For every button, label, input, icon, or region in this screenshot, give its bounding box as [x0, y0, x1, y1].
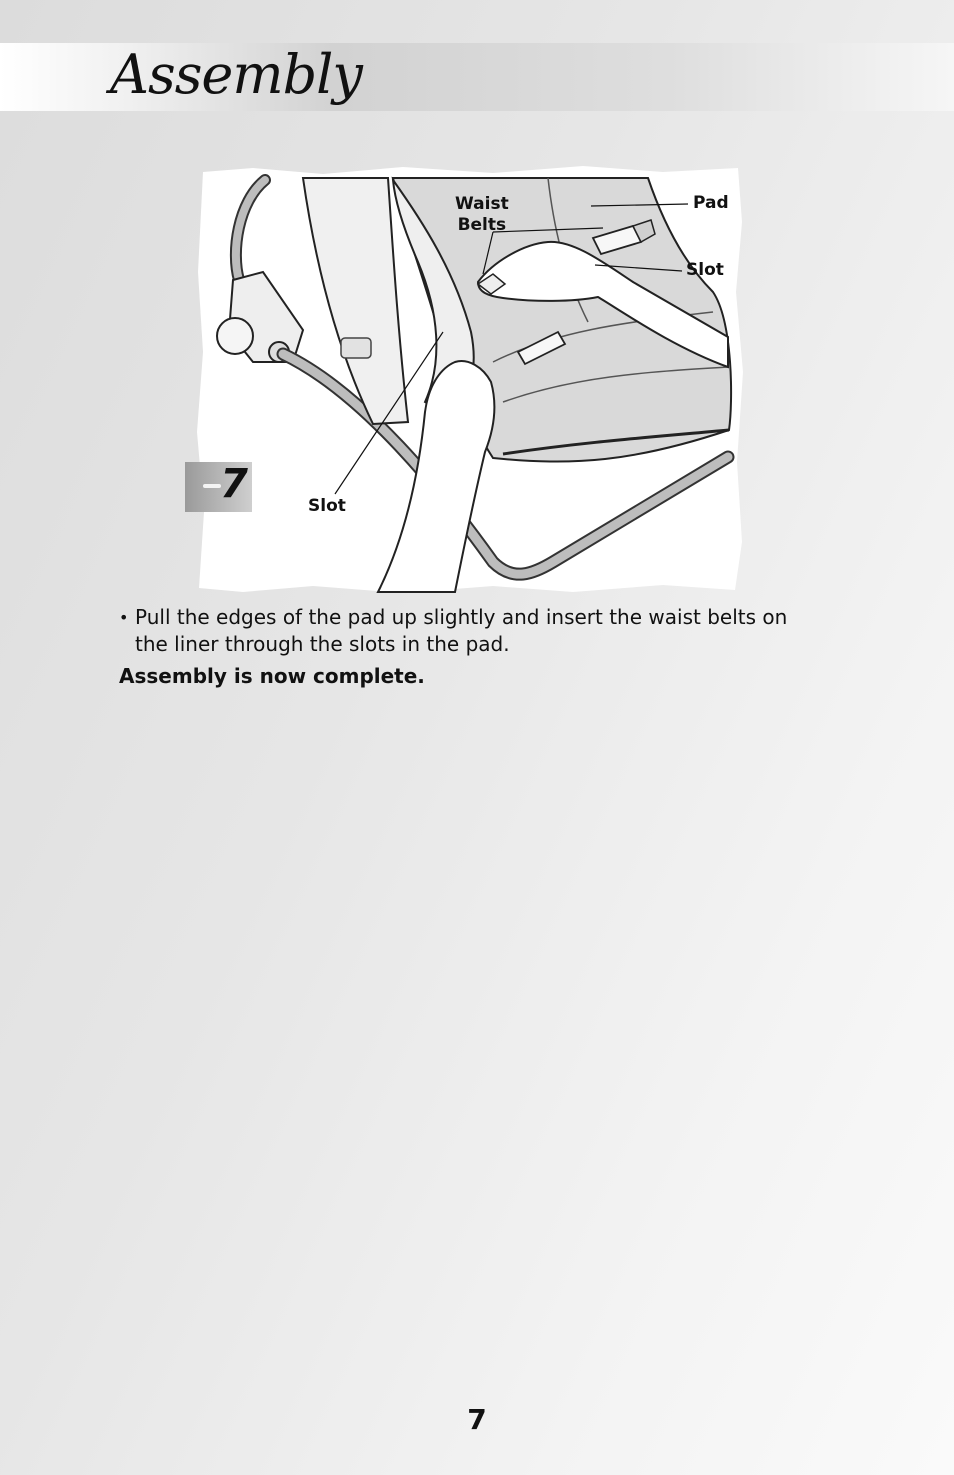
callout-pad: Pad — [693, 193, 729, 213]
completion-note: Assembly is now complete. — [119, 664, 425, 688]
instruction-bullet — [119, 604, 809, 658]
assembly-illustration — [193, 162, 745, 598]
instructions — [119, 604, 809, 690]
callout-waist-belts: Waist Belts — [455, 194, 509, 235]
page-title: Assembly — [110, 43, 362, 106]
step-number: 7 — [220, 461, 248, 507]
step-badge-mark — [203, 484, 221, 488]
page-number: 7 — [467, 1403, 487, 1436]
bullet-dot-icon: • — [119, 608, 129, 627]
callout-slot-left: Slot — [308, 496, 346, 516]
callout-slot-right: Slot — [686, 260, 724, 280]
instruction-text: Pull the edges of the pad up slightly and insert the waist belts on the liner through the slots in the pad. — [135, 605, 788, 656]
step-badge — [185, 462, 252, 512]
